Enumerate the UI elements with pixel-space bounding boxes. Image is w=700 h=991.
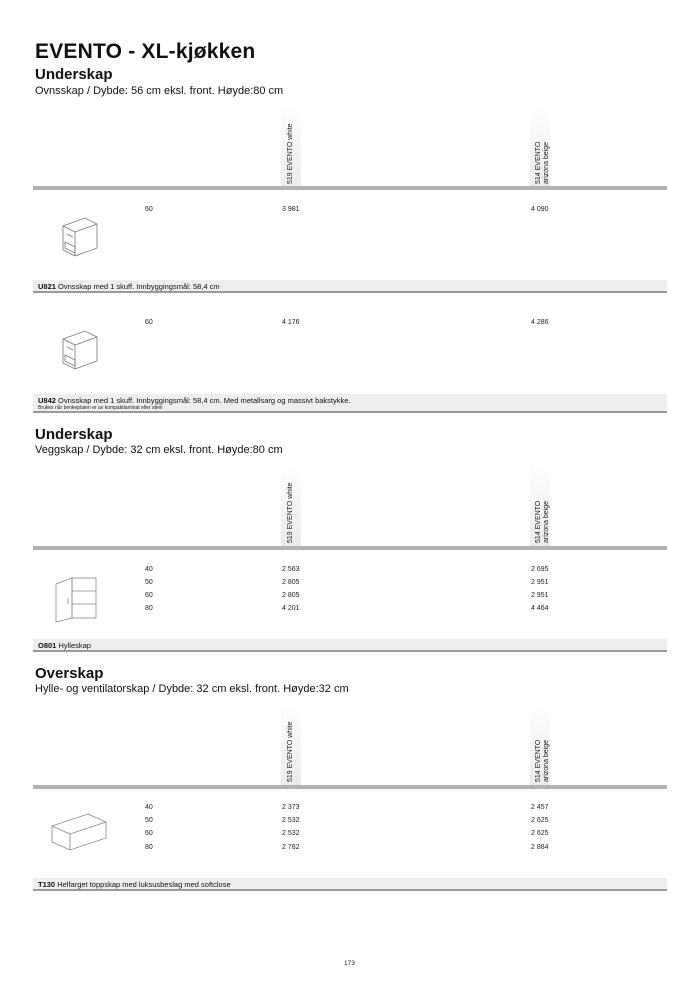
product-note: Brukes når benkeplaten er av kompaktlaminat eller stein [38, 405, 163, 411]
width-value: 80 [145, 844, 153, 851]
width-value: 40 [145, 566, 153, 573]
price-white: 3 981 [282, 206, 300, 213]
product-bar [33, 639, 667, 652]
page-title: EVENTO - XL-kjøkken [35, 40, 256, 63]
column-header-white: 519 EVENTO white [287, 482, 294, 543]
price-beige: 2 695 [531, 566, 549, 573]
product-description: Ovnsskap med 1 skuff. Innbyggingsmål: 58,4 cm. Med metallsarg og massivt bakstykke. [58, 396, 351, 405]
product-code: T130 [38, 880, 56, 889]
product-code: O801 [38, 641, 57, 650]
price-white: 2 373 [282, 804, 300, 811]
column-header-white: 519 EVENTO white [287, 721, 294, 782]
product-label [38, 396, 351, 405]
price-beige: 4 090 [531, 206, 549, 213]
product-code: U821 [38, 282, 56, 291]
section-subheading: Ovnsskap / Dybde: 56 cm eksl. front. Høyde:80 cm [35, 85, 284, 97]
price-beige: 2 951 [531, 579, 549, 586]
product-label [38, 880, 231, 889]
width-value: 80 [145, 605, 153, 612]
price-white: 4 201 [282, 605, 300, 612]
price-beige: 2 951 [531, 592, 549, 599]
column-header-beige: 514 EVENTO arizona beige [535, 141, 550, 184]
price-white: 2 532 [282, 817, 300, 824]
page-number: 173 [344, 960, 355, 967]
width-value: 40 [145, 804, 153, 811]
price-beige: 2 884 [531, 844, 549, 851]
product-description: Helfarget toppskap med luksusbeslag med softclose [57, 880, 231, 889]
section-heading: Underskap [35, 66, 113, 83]
oven-cabinet-icon [55, 325, 103, 373]
section-heading: Underskap [35, 426, 113, 443]
product-label [38, 282, 220, 291]
column-header-beige: 514 EVENTO arizona beige [535, 739, 550, 782]
price-beige: 2 625 [531, 830, 549, 837]
price-beige: 2 457 [531, 804, 549, 811]
product-label [38, 641, 91, 650]
width-value: 60 [145, 319, 153, 326]
product-code: U842 [38, 396, 56, 405]
section-subheading: Veggskap / Dybde: 32 cm eksl. front. Høyde:80 cm [35, 444, 283, 456]
section-divider [33, 785, 667, 789]
price-beige: 2 625 [531, 817, 549, 824]
price-white: 2 563 [282, 566, 300, 573]
top-cabinet-icon [48, 808, 110, 854]
price-beige: 4 464 [531, 605, 549, 612]
section-subheading: Hylle- og ventilatorskap / Dybde: 32 cm eksl. front. Høyde:32 cm [35, 683, 349, 695]
width-value: 50 [145, 817, 153, 824]
price-white: 2 805 [282, 579, 300, 586]
width-value: 60 [145, 592, 153, 599]
width-value: 50 [145, 579, 153, 586]
price-white: 2 782 [282, 844, 300, 851]
wall-cabinet-icon [52, 572, 104, 624]
price-white: 2 532 [282, 830, 300, 837]
section-divider [33, 186, 667, 190]
column-header-beige: 514 EVENTO arizona beige [535, 500, 550, 543]
price-white: 2 805 [282, 592, 300, 599]
product-description: Hylleskap [58, 641, 91, 650]
oven-cabinet-icon [55, 212, 103, 260]
column-header-white: 519 EVENTO white [287, 123, 294, 184]
width-value: 60 [145, 830, 153, 837]
section-divider [33, 546, 667, 550]
price-beige: 4 286 [531, 319, 549, 326]
product-description: Ovnsskap med 1 skuff. Innbyggingsmål: 58,4 cm [58, 282, 220, 291]
section-heading: Overskap [35, 665, 104, 682]
width-value: 60 [145, 206, 153, 213]
price-white: 4 176 [282, 319, 300, 326]
